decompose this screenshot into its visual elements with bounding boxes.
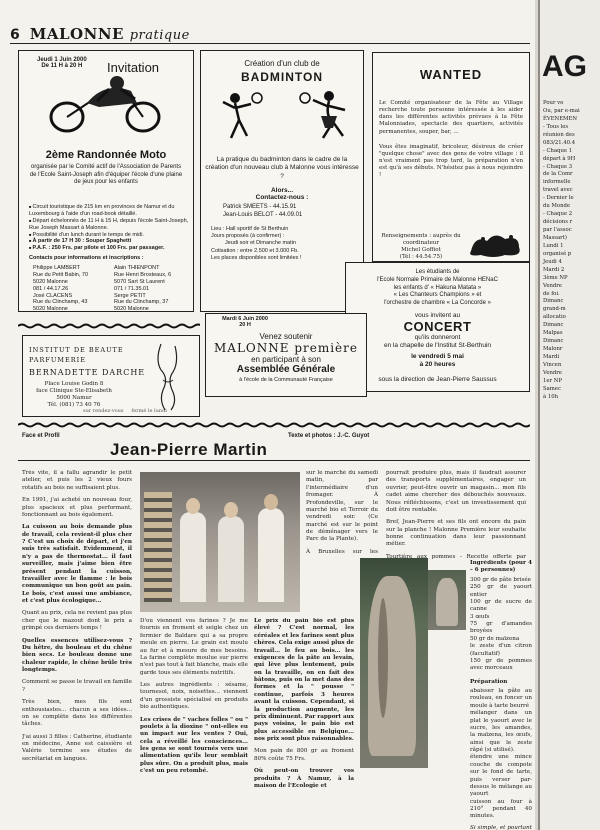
sculpture-photo-small [428,570,466,630]
invitation-bullet: ■ Départ échelonnés de 11 H à 15 H, depuis l'école Saint-Joseph, Rue Joseph Massart à Malonne. [29,218,189,232]
right-page-line: informelle [543,179,571,186]
beauty-line1: INSTITUT DE BEAUTE [29,346,124,354]
invitation-title: Invitation [107,60,160,75]
right-page-line: 3ème NP [543,274,568,281]
article-paragraph: Les autres ingrédients : sésame, tournesol, noix, noisettes... viennent d'un grossiste spécialisé en produits bio authentiques. [140,682,248,711]
invitation-bullet: ■ Possibilité d'un lunch durant le temps de midi. [29,232,189,239]
badminton-lead: La pratique du badminton dans le cadre de la création d'un nouveau club à Malonne vous intéresse ? [205,156,359,180]
right-page-line: décisions r [543,219,573,226]
festival-logo-icon [465,231,525,259]
masthead-name: MALONNE [29,25,124,43]
contact-entry: Alain THIENPONT Rue Henri Brosteaux, 6 5070 Sart St Laurent 071 / 71.35.01 [114,265,172,292]
preparation-step: mélanger dans un plat le yaourt avec le sucre, les amandes, la maïzena, les œufs, ainsi que le zeste râpé (si utilisé). [470,710,532,753]
right-page-line: Malonr [543,346,563,353]
ingredient-item: 50 gr de maïzena [470,635,520,642]
sculpture-photo [360,558,428,768]
right-page-line: Vincen [543,361,562,368]
general-assembly-ad [205,313,367,397]
contact-entry: José CLACENS Rue du Clinchamp, 43 5020 Malonne [33,292,88,312]
right-page-line: ÉVENEMEN [543,115,577,122]
right-page-line: réunion des [543,131,575,138]
beauty-address: Place Louise Godin 8 face Clinique Ste-Elisabeth 5000 Namur Tél. (081) 73 40 76 [36,381,112,409]
concert-director: sous la direction de Jean-Pierre Saussus [378,375,497,383]
article-section-label: Face et Profil [22,433,60,439]
ingredient-item: 100 gr de sucre de canne [470,598,532,613]
right-page-line: organisé p [543,250,572,257]
invitation-bullet: ■ Circuit touristique de 215 km en provinces de Namur et du Luxembourg à l'aide d'un road-book détaillé. [29,204,189,218]
badminton-contact-names [223,203,359,219]
right-page [538,0,600,830]
concert-organizers: Les étudiants de l'Ecole Normale Primaire de Malonne HENaC les enfants d' « Hakuna Matata » « Les Chanteurs Champions » et l'orchestre de chambre « La Concorde » [377,269,498,307]
ag-location: à l'école de la Communauté Française [239,377,333,383]
badminton-alors: Alors... [270,187,294,195]
masthead-italic: pratique [129,28,190,43]
bread-rack [144,492,172,602]
article-paragraph: Très bien, mes fils sont enthousiastes... chacun a ses idées... on se complète dans les différentes tâches. [22,699,132,728]
right-page-line: Ou, par e-mai [543,107,580,114]
article-paragraph: Quelles essences utilisez-vous ? Du hêtre, du bouleau et du chêne bien secs. Le bouleau donne une chaleur rapide, le chêne brûle très longtemps. [22,637,132,673]
badminton-info: Cotisation : entre 2.500 et 3.000 Fb. [211,247,299,254]
right-page-line: travel avec [543,187,573,194]
right-page-line: Mardi [543,354,560,360]
right-page-line: à 10h [543,393,558,400]
wanted-paragraph: Vous êtes imaginatif, bricoleur, désireux de créer "quelque chose" avec des gens de votre village : il n'est vraiment pas trop tard, la préparation n'en est qu'à ses débuts. N'hésitez pas à nous rejoindre ! [379,143,523,179]
preparation-title: Préparation [470,678,508,685]
right-page-line: de foi. [543,290,560,297]
contact-name: Patrick SMEETS - 44.15.91 [223,204,297,211]
female-silhouette-illustration [141,340,191,412]
wanted-paragraph: Le Comité organisateur de la Fête au Village recherche toute personne intéressée à les aider dans les différentes activités prévues à la Fête Malonniades, spectacle des quartiers, activités permanentes, souper, bar, ... [379,100,523,135]
right-page-line: Jeudi 4 [543,258,562,265]
preparation-step: cuisson au four à 210° pendant 40 minutes. [470,798,532,820]
article-paragraph: En 1991, j'ai acheté un nouveau four, plus spacieux et plus performant, fonctionnant au bois également. [22,497,132,518]
right-page-line: Samec [543,385,561,392]
right-page-line: de la Comr [543,171,573,178]
right-page-line: - Tous les [543,123,569,130]
baker-head [186,498,200,514]
invitation-bullet: ■ À partir de 17 H 30 : Souper Spaghetti [29,238,189,245]
wanted-contact: Renseignements : auprès du coordinateur Michel Goffiot (Tél : 44.54.75) [381,233,461,261]
page-number: 6 [10,27,20,43]
article-paragraph: Quant au prix, cela ne revient pas plus cher que le mazout dont le prix a grimpé ces derniers temps ! [22,610,132,632]
right-page-line: Vendre [543,282,562,289]
concert-ad [345,262,530,392]
badminton-title: BADMINTON [240,70,324,84]
article-paragraph: Comment se passe le travail en famille ? [22,679,132,693]
article-paragraph: Le prix du pain bio est plus élevé ? C'est normal, les céréales et les farines sont plus chères. Cela exige aussi plus de travail... le feu au bois... les exigences de la pâte au levain, qui lève plus lentement, puis on la travaille, on en fait des bâtons, puis on la met dans des formes et la " pousse " continue, parfois 3 heures avant la cuisson. Cependant, si la production augmente, les prix diminuent. Par rapport aux pays voisins, le pain bio est plus accessible en Belgique... nos prix sont plus raisonnables. [254,618,354,742]
ag-title: Assemblée Générale [236,364,336,375]
article-paragraph: Mon pain de 800 gr au froment 80% coûte 75 Frs. [254,748,354,762]
baker-head [224,502,238,518]
right-page-line: - Chaque 2 [543,211,573,218]
concert-location: qu'ils donneront en la chapelle de l'Institut St-Berthuin [383,333,492,350]
right-page-line: grand-m [543,306,566,313]
badminton-info: Jours proposés (à confirmer) : [211,232,285,239]
ingredients-title: Ingrédients (pour 4 – 6 personnes) [470,560,532,574]
right-page-line: 1er NP [543,377,562,384]
article-paragraph: Très vite, il a fallu agrandir le petit atelier, et puis les 2 vieux fours rotatifs au bois ne suffisaient plus. [22,470,132,491]
ag-venez: Venez soutenir [259,332,313,341]
badminton-line1: Création d'un club de [244,59,320,68]
ingredient-item: 300 gr de pâte brisée [470,576,531,583]
right-page-line: Lundi 1 [543,242,564,249]
article-paragraph: Tourtière aux pommes - Recette offerte par [386,553,526,560]
page-header [10,22,530,44]
sculpture [436,578,458,626]
right-page-line: - Dernier le [543,195,574,202]
right-page-line: départ à 9H [543,155,576,162]
wanted-ad [372,52,530,262]
article-paragraph: À Bruxelles sur les [306,548,378,555]
invitation-date: Jeudi 1 Juin 2000 De 11 H à 20 H [37,57,87,69]
invitation-bullet: ■ P.A.F. : 250 Frs. par pilote et 100 Frs. par passager. [29,245,189,252]
beauty-salon-ad [22,335,200,417]
right-page-text [543,100,600,402]
ingredient-item: 3 œufs [470,613,490,620]
right-page-line: allocatio [543,314,566,321]
right-page-line: Vendre [543,369,562,376]
contact-entry: Serge PETIT Rue du Clinchamp, 37 5020 Malonne [114,292,169,312]
badminton-info: Les places disponibles sont limitées ! [211,255,302,262]
right-page-title: AG [542,50,587,83]
wanted-title: WANTED [419,67,483,82]
concert-title: CONCERT [403,318,472,334]
badminton-info: Jeudi soir et Dimanche matin [225,240,296,247]
article-column [386,470,526,560]
badminton-ad [200,50,364,312]
article-paragraph: D'où viennent vos farines ? Je me fournis en froment et seigle chez un fermier de Baldare qui a sa propre meule en pierre. Le grain est moulu au fur et à mesure de mes besoins. La farine complète moulue sur pierre n'est pas tout à fait blanche, mais elle garde tous ses éléments nutritifs. [140,618,248,676]
preparation-step: étendre une mince couche de compote sur le fond de tarte, puis verser par-dessus le mélange au yaourt [470,754,532,798]
beauty-hours: sur rendez-vous fermé le lundi [83,408,167,414]
article-paragraph: La cuisson au bois demande plus de travail, cela revient-il plus cher ? C'est un choix de départ, et j'en suis très satisfait. Evidemment, il n'y a pas de thermostat... il faut surveiller, mais j'aime bien être présent pendant la cuisson, travailler avec le flamme : le bois communique un bon goût au pain. Le bois, c'est aussi une ambiance, et c'est plus écologique... [22,524,132,604]
article-column [254,618,354,818]
right-page-line: Mardi 2 [543,266,565,273]
article-paragraph: Bref, Jean-Pierre et ses fils ont encore du pain sur la planche ! Malonne Première leur souhaite bonne continuation dans leur passionnant métier. [386,519,526,548]
invitation-ad [18,50,194,312]
title-rule [18,460,530,461]
article-column [140,618,248,818]
baker-figure [258,508,284,602]
article-paragraph: Où peut-on trouver vos produits ? À Namur, à la maison de l'Ecologie et [254,768,354,789]
badminton-players-illustration [205,86,361,144]
article-paragraph: Les crises de " vaches folles " ou " poulets à la dioxine " ont-elles eu un impact sur les ventes ? Oui, cela a réveillé les consciences... les gens se sont tournés vers une alimentation qu'ils leur semblait plus sûre. On a produit plus, mais c'est un peu retombé. [140,716,248,775]
baker-figure [180,512,206,602]
right-page-line: Pour vo [543,100,564,106]
right-page-line: Malpas [543,330,563,337]
wavy-divider [18,422,530,428]
recipe-column [470,560,532,830]
sculpture [368,576,416,756]
wavy-divider [18,323,200,329]
article-paragraph: J'ai aussi 3 filles : Catherine, étudiante en médecine, Anne est caissière et Valérie termine ses études de secrétariat en langues. [22,733,132,762]
concert-invite: vous invitent au [414,311,461,319]
bakery-photo [140,472,300,612]
badminton-info: Lieu : Hall sportif de St Berthuin [211,225,289,232]
concert-date: le vendredi 5 mai à 20 heures [411,352,464,369]
ingredient-item: 75 gr d'amandes broyées [470,621,532,635]
ag-malonne-premiere: MALONNE première [213,341,358,355]
article-column [306,470,378,555]
masthead [30,25,190,43]
beauty-name: BERNADETTE DARCHE [29,368,146,377]
beauty-line2: PARFUMERIE [29,356,86,364]
badminton-contact-heading: Contactez-nous : [255,194,309,202]
right-page-line: Massart) [543,234,567,241]
preparation-step: abaisser la pâte au rouleau, en foncer un moule à tarte beurré [470,688,532,709]
badminton-infos [211,226,359,263]
ingredient-item: 150 gr de pommes avec morceaux [470,657,532,672]
article-title: Jean-Pierre Martin [110,440,268,459]
invitation-bullets [29,204,189,252]
right-page-line: Dimanc [543,322,564,329]
contact-name: Jean-Louis BELOT - 44.09.01 [223,212,303,219]
invitation-event: 2ème Randonnée Moto [45,149,167,161]
ag-date: Mardi 6 Juin 2000 20 H [222,316,268,328]
contacts-heading: Contacts pour informations et inscriptions : [29,255,144,261]
article-paragraph: sur le marché du samedi matin, par l'intermédiaire d'un fromager. À Profondeville, sur le marché bio et Terroir du vendredi soir. (Ce marché est sur le point de déménager vers le Parc de la Plante). [306,470,378,543]
invitation-organizer: organisée par le Comité actif de l'Association de Parents de l'Ecole Saint-Joseph afin d'équiper l'école d'une plaine de jeux pour les enfants [29,164,183,185]
right-page-line: par l'assoc [543,227,572,233]
ag-participant: en participant à son [251,355,321,364]
article-column [22,470,132,815]
motorcycle-illustration [39,73,169,135]
sculpture-shadow [378,598,388,718]
right-page-line: - Chaque 1 [543,147,573,154]
ingredient-item: le zeste d'un citron (facultatif) [470,643,532,657]
baker-head [264,494,278,510]
right-page-line: du Monde [543,203,571,210]
ingredient-item: 250 gr de yaourt entier [470,584,532,598]
contact-entry: Philippe LAMBERT Rue du Petit Babin, 70 5020 Malonne 081 / 44.17.26 [33,265,89,292]
right-page-line: 083/21.40.4 [543,139,576,146]
baker-figure [218,516,244,602]
recipe-closing: Si simple, et pourtant [470,824,532,830]
contacts-list [33,265,187,312]
article-credit: Texte et photos : J.-C. Guyot [288,433,370,439]
right-page-line: Dimanc [543,298,564,305]
right-page-line: - Chaque 3 [543,163,573,170]
article-paragraph: pourrait produire plus, mais il faudrait assurer des transports supplémentaires, engager un ouvrier, peut-être ouvrir un magasin... mon fils cadet aime chercher des débouchés nouveaux. Nous réfléchissons, c'est un investissement qui doit être rentable. [386,470,526,513]
right-page-line: Dimanc [543,338,564,345]
